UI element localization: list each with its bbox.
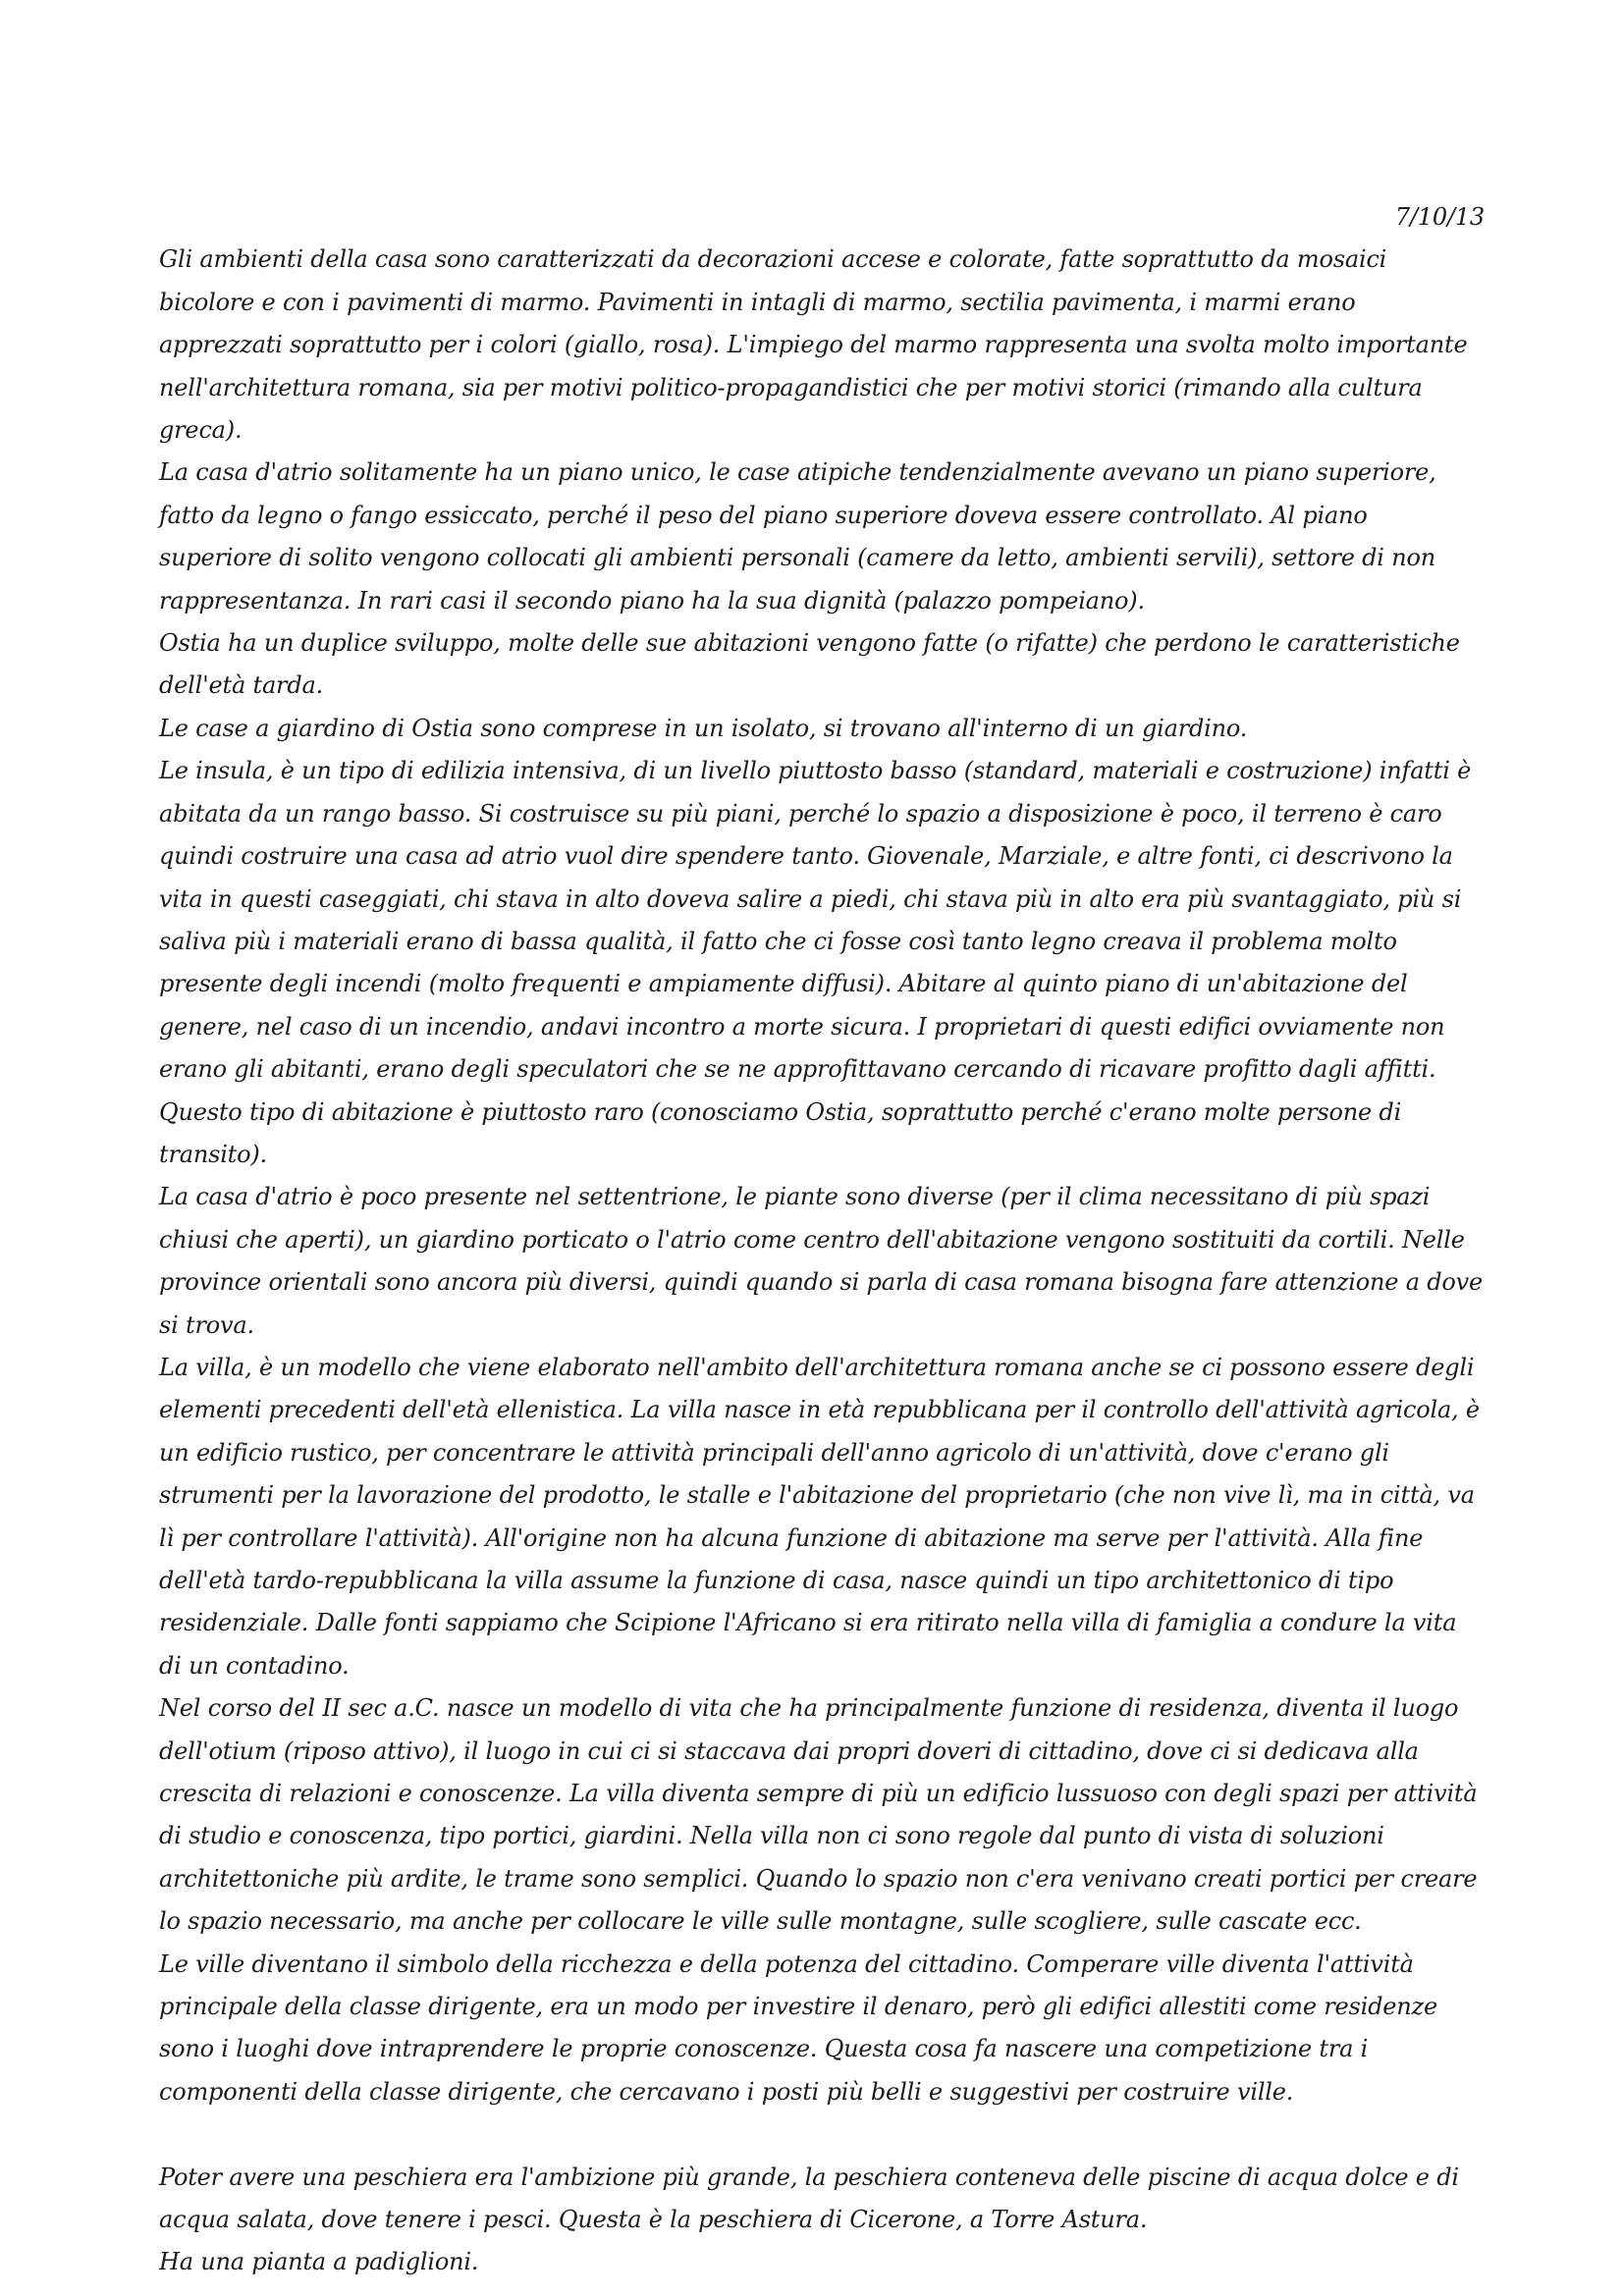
paragraph-case-giardino: Le case a giardino di Ostia sono comprese in un isolato, si trovano all'interno di un giardino. [159,714,1248,742]
paragraph-casa-settentrione: La casa d'atrio è poco presente nel settentrione, le piante sono diverse (per il clima necessitano di più spazi chiusi che aperti), un giardino porticato o l'atrio come centro dell'abitazione vengono sostituiti da cortili. Nelle province orientali sono ancora più diversi, quindi quando si parla di casa romana bisogna fare attenzione a dove si trova. [159,1183,1484,1339]
page-date: 7/10/13 [1394,203,1485,231]
paragraph-spacer [159,2113,1485,2156]
paragraph-villa-otium: Nel corso del II sec a.C. nasce un modello di vita che ha principalmente funzione di residenza, diventa il luogo dell'otium (riposo attivo), il luogo in cui ci si staccava dai propri doveri di cittadino, dove ci si dedicava alla crescita di relazioni e conoscenze. La villa diventa sempre di più un edificio lussuoso con degli spazi per attività di studio e conoscenza, tipo portici, giardini. Nella villa non ci sono regole dal punto di vista di soluzioni architettoniche più ardite, le trame sono semplici. Quando lo spazio non c'era venivano creati portici per creare lo spazio necessario, ma anche per collocare le ville sulle montagne, sulle scogliere, sulle cascate ecc. [159,1694,1478,1936]
paragraph-insula: Le insula, è un tipo di edilizia intensiva, di un livello piuttosto basso (standard, materiali e costruzione) infatti è abitata da un rango basso. Si costruisce su più piani, perché lo spazio a disposizione è poco, il terreno è caro quindi costruire una casa ad atrio vuol dire spendere tanto. Giovenale, Marziale, e altre fonti, ci descrivono la vita in questi caseggiati, chi stava in alto doveva salire a piedi, chi stava più in alto era più svantaggiato, più si saliva più i materiali erano di bassa qualità, il fatto che ci fosse così tanto legno creava il problema molto presente degli incendi (molto frequenti e ampiamente diffusi). Abitare al quinto piano di un'abitazione del genere, nel caso di un incendio, andavi incontro a morte sicura. I proprietari di questi edifici ovviamente non erano gli abitanti, erano degli speculatori che se ne approfittavano cercando di ricavare profitto dagli affitti. Questo tipo di abitazione è piuttosto raro (conosciamo Ostia, soprattutto perché c'erano molte persone di transito). [159,757,1472,1168]
paragraph-ostia-sviluppo: Ostia ha un duplice sviluppo, molte delle sue abitazioni vengono fatte (o rifatte) che perdono le caratteristiche dell'età tarda. [159,629,1460,700]
paragraph-villa-origine: La villa, è un modello che viene elaborato nell'ambito dell'architettura romana anche se ci possono essere degli elementi precedenti dell'età ellenistica. La villa nasce in età repubblicana per il controllo dell'attività agricola, è un edificio rustico, per concentrare le attività principali dell'anno agricolo di un'attività, dove c'erano gli strumenti per la lavorazione del prodotto, le stalle e l'abitazione del proprietario (che non vive lì, ma in città, va lì per controllare l'attività). All'origine non ha alcuna funzione di abitazione ma serve per l'attività. Alla fine dell'età tardo-repubblicana la villa assume la funzione di casa, nasce quindi un tipo architettonico di tipo residenziale. Dalle fonti sappiamo che Scipione l'Africano si era ritirato nella villa di famiglia a condure la vita di un contadino. [159,1353,1480,1680]
paragraph-peschiera: Poter avere una peschiera era l'ambizione più grande, la peschiera conteneva delle piscine di acqua dolce e di acqua salata, dove tenere i pesci. Questa è la peschiera di Cicerone, a Torre Astura. [159,2163,1459,2234]
paragraph-decorations: Gli ambienti della casa sono caratterizzati da decorazioni accese e colorate, fatte soprattutto da mosaici bicolore e con i pavimenti di marmo. Pavimenti in intagli di marmo, sectilia pavimenta, i marmi erano apprezzati soprattutto per i colori (giallo, rosa). L'impiego del marmo rappresenta una svolta molto importante nell'architettura romana, sia per motivi politico-propagandistici che per motivi storici (rimando alla cultura greca). [159,245,1468,445]
page-content [159,196,1485,2284]
paragraph-pianta-padiglioni: Ha una pianta a padiglioni. [159,2248,479,2276]
paragraph-ville-ricchezza: Le ville diventano il simbolo della ricchezza e della potenza del cittadino. Comperare ville diventa l'attività principale della classe dirigente, era un modo per investire il denaro, però gli edifici allestiti come residenze sono i luoghi dove intraprendere le proprie conoscenze. Questa cosa fa nascere una competizione tra i componenti della classe dirigente, che cercavano i posti più belli e suggestivi per costruire ville. [159,1949,1438,2106]
paragraph-casa-atrio-piani: La casa d'atrio solitamente ha un piano unico, le case atipiche tendenzialmente avevano un piano superiore, fatto da legno o fango essiccato, perché il peso del piano superiore doveva essere controllato. Al piano superiore di solito vengono collocati gli ambienti personali (camere da letto, ambienti servili), settore di non rappresentanza. In rari casi il secondo piano ha la sua dignità (palazzo pompeiano). [159,458,1436,614]
